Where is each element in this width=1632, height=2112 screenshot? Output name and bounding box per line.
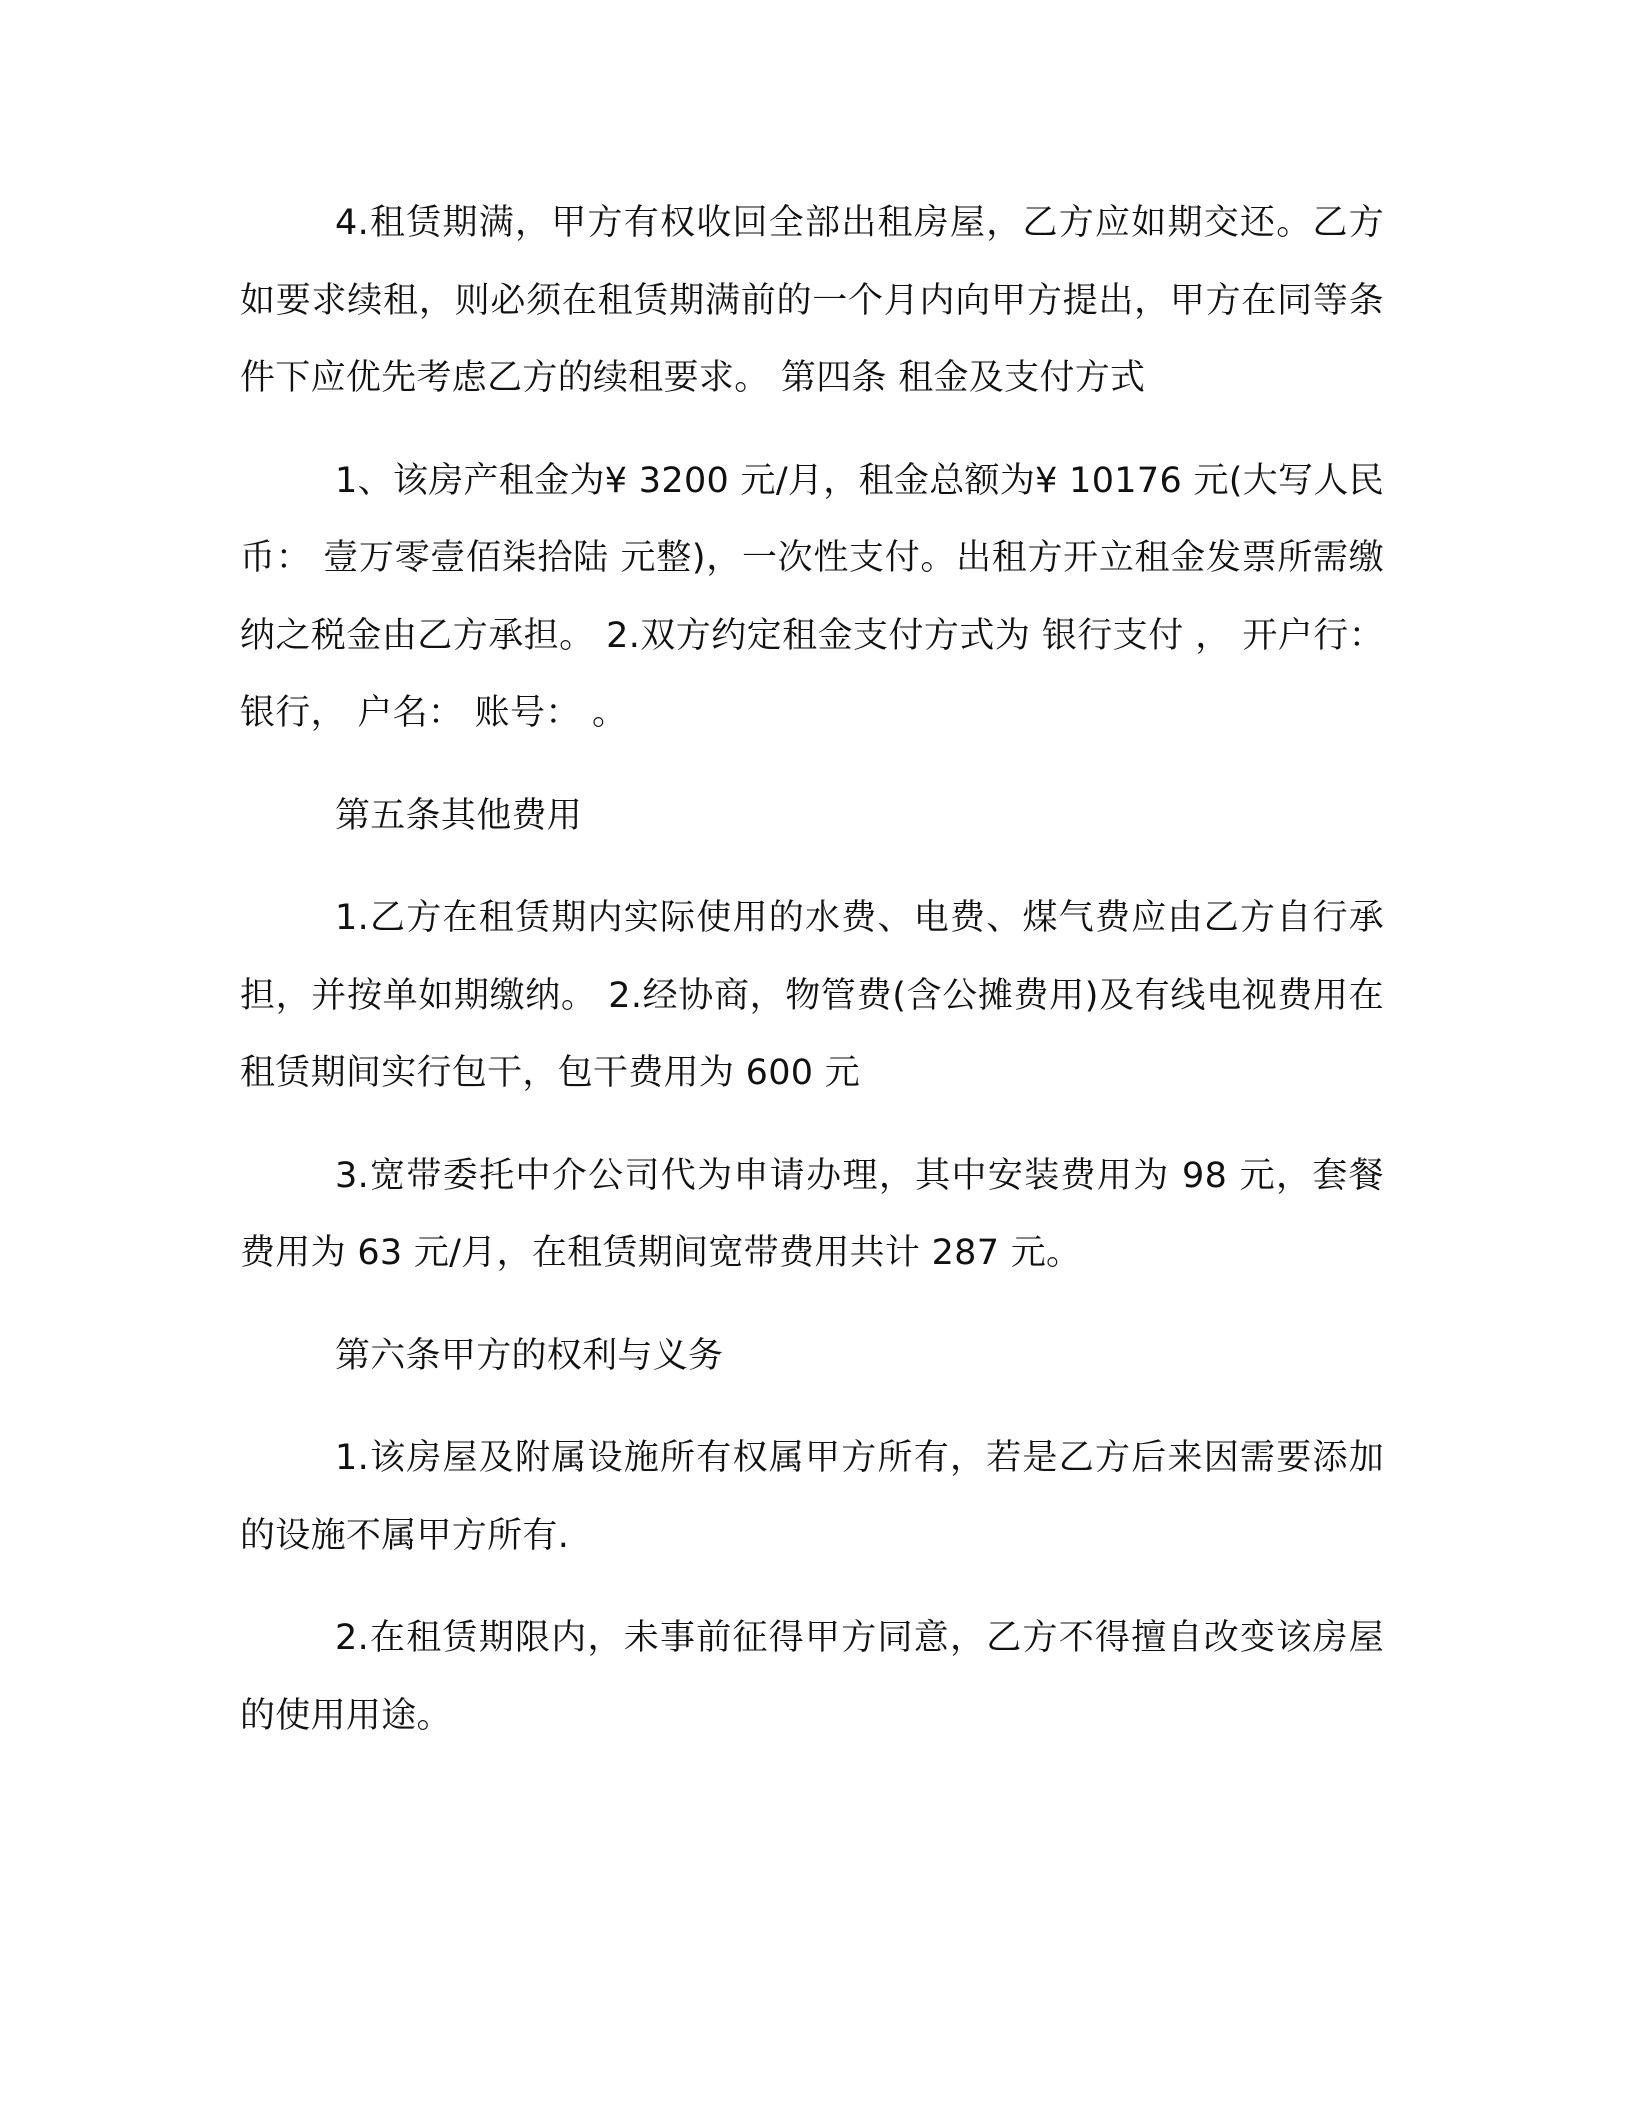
paragraph-lease-expiry: 4.租赁期满，甲方有权收回全部出租房屋，乙方应如期交还。乙方如要求续租，则必须在租赁期满前的一个月内向甲方提出，甲方在同等条件下应优先考虑乙方的续租要求。 第四条 租金及支付方式: [240, 203, 1384, 398]
document-body: [240, 185, 1384, 1780]
paragraph-utilities: 1.乙方在租赁期内实际使用的水费、电费、煤气费应由乙方自行承担，并按单如期缴纳。 2.经协商，物管费(含公摊费用)及有线电视费用在租赁期间实行包干，包干费用为 600 元: [240, 898, 1384, 1093]
paragraph-ownership: 1.该房屋及附属设施所有权属甲方所有，若是乙方后来因需要添加的设施不属甲方所有.: [240, 1438, 1384, 1556]
paragraph-broadband: 3.宽带委托中介公司代为申请办理，其中安装费用为 98 元，套餐费用为 63 元/月，在租赁期间宽带费用共计 287 元。: [240, 1155, 1384, 1273]
paragraph-rent-payment: 1、该房产租金为¥ 3200 元/月，租金总额为¥ 10176 元(大写人民币： 壹万零壹佰柒拾陆 元整)，一次性支付。出租方开立租金发票所需缴纳之税金由乙方承担。 2.双方约定租金支付方式为 银行支付 ， 开户行： 银行， 户名： 账号： 。: [240, 460, 1384, 733]
heading-article-six: 第六条甲方的权利与义务: [335, 1335, 724, 1376]
heading-article-five: 第五条其他费用: [335, 795, 583, 836]
paragraph-usage: 2.在租赁期限内，未事前征得甲方同意，乙方不得擅自改变该房屋的使用用途。: [240, 1618, 1384, 1736]
